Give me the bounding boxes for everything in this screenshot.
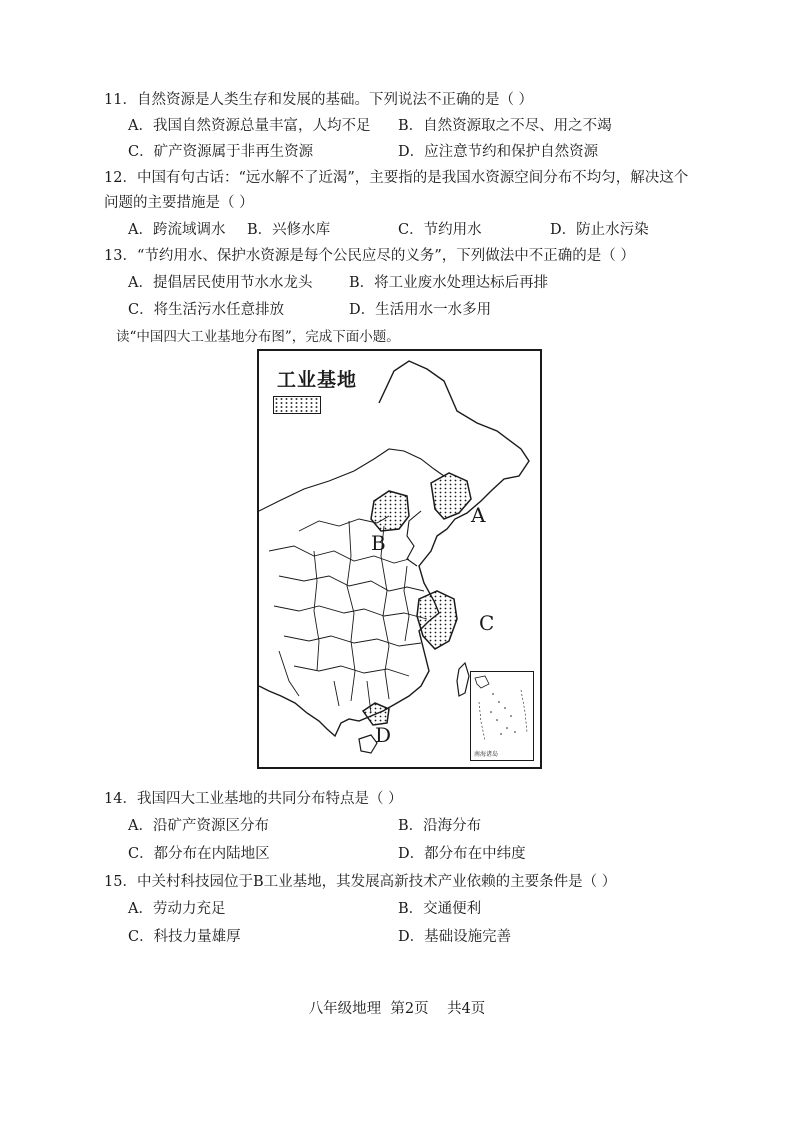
base-b-area — [371, 491, 409, 531]
bohai-coast — [407, 511, 421, 566]
question-14-stem: 14．我国四大工业基地的共同分布特点是（ ） — [104, 791, 403, 807]
question-13-option-a: A．提倡居民使用节水水龙头 — [128, 275, 313, 291]
south-china-sea-inset — [470, 671, 534, 761]
taiwan-island — [457, 663, 469, 696]
legend-dotted-swatch — [273, 396, 321, 414]
question-12-option-a: A．跨流域调水 — [128, 222, 226, 238]
industrial-base-map — [257, 349, 542, 769]
question-14-option-b: B．沿海分布 — [398, 818, 482, 834]
province-boundaries — [269, 516, 427, 713]
question-14-option-a: A．沿矿产资源区分布 — [128, 818, 269, 834]
question-11-option-c: C．矿产资源属于非再生资源 — [128, 144, 314, 160]
question-12-option-b: B．兴修水库 — [247, 222, 331, 238]
question-11-option-b: B．自然资源取之不尽、用之不竭 — [398, 118, 612, 134]
question-13-stem: 13．“节约用水、保护水资源是每个公民应尽的义务”，下列做法中不正确的是（ ） — [104, 248, 635, 264]
base-d-area — [363, 703, 389, 725]
question-11-option-a: A．我国自然资源总量丰富，人均不足 — [128, 118, 371, 134]
question-15-option-d: D．基础设施完善 — [398, 929, 512, 945]
map-label-a: A — [471, 503, 486, 527]
question-13-option-c: C．将生活污水任意排放 — [128, 302, 285, 318]
question-13-option-b: B．将工业废水处理达标后再排 — [349, 275, 549, 291]
question-11-stem: 11．自然资源是人类生存和发展的基础。下列说法不正确的是（ ） — [104, 92, 534, 108]
question-15-option-c: C．科技力量雄厚 — [128, 929, 241, 945]
map-label-d: D — [375, 723, 392, 747]
question-14-option-c: C．都分布在内陆地区 — [128, 846, 270, 862]
inset-label: 南海诸岛 — [474, 751, 499, 758]
northern-boundary — [259, 449, 444, 511]
question-15-stem: 15．中关村科技园位于B工业基地，其发展高新技术产业依赖的主要条件是（ ） — [104, 874, 617, 890]
map-title: 工业基地 — [277, 369, 358, 391]
map-label-b: B — [371, 531, 386, 555]
question-12-stem: 12．中国有句古话：“远水解不了近渴”，主要指的是我国水资源空间分布不均匀，解决这个 — [104, 170, 689, 186]
question-12-stem-cont: 问题的主要措施是（ ） — [104, 195, 254, 211]
read-instruction: 读“中国四大工业基地分布图”，完成下面小题。 — [116, 329, 400, 345]
inset-svg — [471, 672, 533, 760]
question-15-option-b: B．交通便利 — [398, 901, 482, 917]
question-12-option-d: D．防止水污染 — [550, 222, 649, 238]
map-label-c: C — [479, 611, 495, 635]
question-13-option-d: D．生活用水一水多用 — [349, 302, 492, 318]
base-a-area — [431, 473, 471, 519]
question-11-option-d: D．应注意节约和保护自然资源 — [398, 144, 599, 160]
base-c-area — [417, 591, 457, 649]
question-15-option-a: A．劳动力充足 — [128, 901, 226, 917]
question-14-option-d: D．都分布在中纬度 — [398, 846, 526, 862]
page-footer: 八年级地理 第2页 共4页 — [308, 1001, 486, 1017]
question-12-option-c: C．节约用水 — [398, 222, 482, 238]
